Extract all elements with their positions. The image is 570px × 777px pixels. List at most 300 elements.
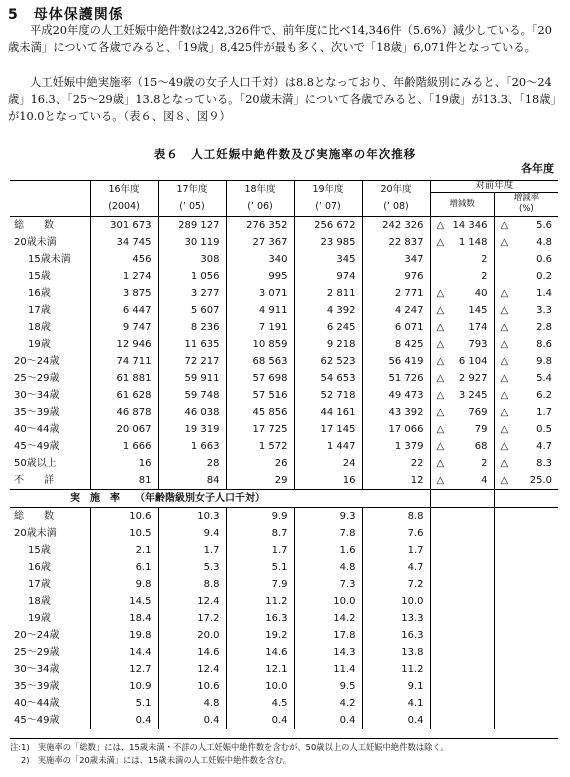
count-cell: 9 747: [90, 319, 158, 336]
decrease-mark: △: [500, 305, 509, 316]
table-row: [10, 472, 558, 490]
empty-cell: [430, 593, 494, 610]
header-year-sub: (2004): [108, 201, 140, 212]
rate-cell: 17.2: [158, 610, 226, 627]
diff-rate-wrap: [501, 336, 559, 353]
count-cell: 276 352: [226, 217, 294, 235]
decrease-mark: △: [500, 441, 509, 452]
count-cell: 17 145: [294, 421, 362, 438]
count-cell: 17 725: [226, 421, 294, 438]
count-cell: 289 127: [158, 217, 226, 235]
decrease-mark: △: [436, 390, 445, 401]
paragraph-2-text: 人工妊娠中絶実施率（15～49歳の女子人口千対）は8.8となっており、年齢階級別にみると、「20～24歳」16.3、「25～29歳」13.8となっている。「20歳未満」について各歳でみると、「19歳」が13.3、「18歳」が10.0となっている。（表６、図８、図９）: [8, 76, 557, 123]
diff-rate-wrap: [501, 319, 559, 336]
diff-count-value: 4: [481, 475, 488, 486]
diff-count-value: 1 148: [458, 237, 488, 248]
count-cell: 22 837: [362, 234, 430, 251]
row-label: 18歳: [28, 596, 51, 607]
diff-count-value: 793: [468, 339, 488, 350]
diff-rate-cell: [494, 285, 558, 302]
rate-cell: 8.7: [226, 525, 294, 542]
rate-cell: 4.8: [158, 695, 226, 712]
count-cell: 68 563: [226, 353, 294, 370]
count-cell: 345: [294, 251, 362, 268]
count-cell: 28: [158, 455, 226, 472]
diff-count-cell: [430, 302, 494, 319]
decrease-mark: △: [436, 237, 445, 248]
diff-rate-wrap: [501, 472, 559, 489]
diff-count-cell: [430, 285, 494, 302]
diff-rate-wrap: [501, 438, 559, 455]
table-row: [10, 234, 558, 251]
decrease-mark: △: [500, 407, 509, 418]
row-label: 16歳: [28, 288, 51, 299]
rate-cell: 0.4: [90, 712, 158, 729]
section-title-text: 母体保護関係: [33, 7, 124, 23]
decrease-mark: △: [436, 475, 445, 486]
empty-cell: [494, 712, 558, 729]
table-row: [10, 678, 558, 695]
rate-cell: 10.0: [226, 678, 294, 695]
count-cell: 57 698: [226, 370, 294, 387]
rate-cell: 10.3: [158, 508, 226, 526]
count-cell: 3 071: [226, 285, 294, 302]
decrease-mark: △: [436, 288, 445, 299]
diff-count-wrap: [437, 455, 494, 472]
diff-count-cell: [430, 455, 494, 472]
diff-count-value: 79: [474, 424, 488, 435]
row-label: 50歳以上: [14, 458, 57, 469]
header-year-sub: (’ 08): [383, 201, 409, 212]
count-cell: 10 859: [226, 336, 294, 353]
count-cell: 1 663: [158, 438, 226, 455]
diff-count-value: 2: [481, 254, 488, 265]
count-cell: 19 319: [158, 421, 226, 438]
count-cell: 54 653: [294, 370, 362, 387]
diff-rate-wrap: [501, 387, 559, 404]
table-row: [10, 217, 558, 235]
rate-cell: 12.7: [90, 661, 158, 678]
table-row: [10, 508, 558, 526]
diff-count-cell: [430, 319, 494, 336]
count-cell: 995: [226, 268, 294, 285]
count-cell: 20 067: [90, 421, 158, 438]
count-cell: 6 447: [90, 302, 158, 319]
count-cell: 56 419: [362, 353, 430, 370]
count-cell: 9 218: [294, 336, 362, 353]
diff-count-value: 3 245: [458, 390, 488, 401]
decrease-mark: △: [436, 441, 445, 452]
rate-cell: 10.6: [90, 508, 158, 526]
count-cell: 308: [158, 251, 226, 268]
empty-cell: [494, 644, 558, 661]
diff-count-wrap: [437, 285, 494, 302]
paragraph-2: [8, 74, 560, 125]
rate-cell: 10.0: [362, 593, 430, 610]
table-row: [10, 438, 558, 455]
count-cell: 34 745: [90, 234, 158, 251]
diff-rate-value: 1.7: [536, 407, 552, 418]
diff-rate-wrap: [501, 455, 559, 472]
diff-count-wrap: [437, 472, 494, 489]
table-row: [10, 559, 558, 576]
count-cell: 84: [158, 472, 226, 490]
decrease-mark: △: [500, 237, 509, 248]
rate-cell: 4.1: [362, 695, 430, 712]
rate-cell: 5.3: [158, 559, 226, 576]
rate-cell: 9.1: [362, 678, 430, 695]
rate-cell: 16.3: [362, 627, 430, 644]
count-cell: 2 771: [362, 285, 430, 302]
diff-count-wrap: [437, 217, 494, 234]
rate-cell: 1.7: [362, 542, 430, 559]
diff-count-value: 2: [481, 271, 488, 282]
header-year-label: 19年度: [312, 184, 344, 195]
header-diff-count: 増減数: [449, 199, 475, 209]
rate-cell: 7.2: [362, 576, 430, 593]
count-cell: 11 635: [158, 336, 226, 353]
count-cell: 17 066: [362, 421, 430, 438]
header-year-label: 18年度: [244, 184, 276, 195]
diff-rate-cell: [494, 455, 558, 472]
decrease-mark: △: [436, 373, 445, 384]
decrease-mark: △: [500, 458, 509, 469]
rate-cell: 4.5: [226, 695, 294, 712]
rate-cell: 0.4: [158, 712, 226, 729]
table-row: [10, 525, 558, 542]
rate-cell: 9.8: [90, 576, 158, 593]
rate-cell: 11.4: [294, 661, 362, 678]
count-cell: 1 447: [294, 438, 362, 455]
rate-cell: 4.8: [294, 559, 362, 576]
diff-count-value: 68: [474, 441, 488, 452]
count-cell: 51 726: [362, 370, 430, 387]
table-row: [10, 370, 558, 387]
diff-rate-cell: [494, 404, 558, 421]
rate-cell: 8.8: [158, 576, 226, 593]
count-cell: 26: [226, 455, 294, 472]
diff-rate-cell: [494, 421, 558, 438]
count-cell: 1 572: [226, 438, 294, 455]
rate-cell: 12.1: [226, 661, 294, 678]
count-cell: 23 985: [294, 234, 362, 251]
table-row: [10, 593, 558, 610]
table-row: [10, 268, 558, 285]
rate-cell: 16.3: [226, 610, 294, 627]
count-cell: 61 628: [90, 387, 158, 404]
diff-count-cell: [430, 370, 494, 387]
diff-count-cell: [430, 438, 494, 455]
decrease-mark: △: [500, 322, 509, 333]
count-cell: 974: [294, 268, 362, 285]
count-cell: 59 748: [158, 387, 226, 404]
diff-count-value: 769: [468, 407, 488, 418]
empty-cell: [430, 559, 494, 576]
paragraph-1: [8, 22, 560, 56]
diff-count-wrap: [437, 336, 494, 353]
decrease-mark: △: [436, 220, 445, 231]
diff-rate-value: 9.8: [536, 356, 552, 367]
empty-cell: [494, 678, 558, 695]
rate-cell: 10.5: [90, 525, 158, 542]
rate-cell: 14.5: [90, 593, 158, 610]
table-row: [10, 285, 558, 302]
table-title: 表６ 人工妊娠中絶件数及び実施率の年次推移: [153, 147, 417, 161]
diff-rate-wrap: [501, 268, 559, 285]
diff-rate-value: 25.0: [529, 475, 552, 486]
decrease-mark: △: [500, 288, 509, 299]
row-label: 総 数: [14, 220, 54, 231]
count-cell: 4 392: [294, 302, 362, 319]
paragraph-1-text: 平成20年度の人工妊娠中絶件数は242,326件で、前年度に比べ14,346件（5.6%）減少している。「20歳未満」について各歳でみると、「19歳」8,425件が最も多く、次いで「18歳」6,071件となっている。: [8, 24, 552, 54]
row-label: 不 詳: [14, 475, 54, 486]
table-unit: 各年度: [521, 162, 554, 175]
rate-cell: 4.2: [294, 695, 362, 712]
count-cell: 256 672: [294, 217, 362, 235]
row-label: 18歳: [28, 322, 51, 333]
diff-rate-wrap: [501, 421, 559, 438]
rate-cell: 19.2: [226, 627, 294, 644]
count-cell: 61 881: [90, 370, 158, 387]
row-label: 20歳未満: [14, 528, 57, 539]
diff-rate-cell: [494, 336, 558, 353]
diff-count-wrap: [437, 251, 494, 268]
diff-count-cell: [430, 268, 494, 285]
diff-count-value: 145: [468, 305, 488, 316]
count-cell: 81: [90, 472, 158, 490]
table-row: [10, 712, 558, 729]
decrease-mark: △: [436, 407, 445, 418]
table-row: [10, 404, 558, 421]
rate-cell: 14.3: [294, 644, 362, 661]
diff-count-value: 6 104: [458, 356, 488, 367]
row-label: 40～44歳: [14, 424, 60, 435]
header-diff-rate: [494, 193, 558, 216]
decrease-mark: △: [500, 339, 509, 350]
diff-rate-cell: [494, 472, 558, 490]
empty-cell: [430, 661, 494, 678]
header-year: [362, 180, 430, 217]
row-label: 17歳: [28, 305, 51, 316]
diff-count-cell: [430, 472, 494, 490]
count-cell: 4 911: [226, 302, 294, 319]
table-row: [10, 319, 558, 336]
diff-count-wrap: [437, 234, 494, 251]
empty-cell: [494, 593, 558, 610]
diff-count-wrap: [437, 319, 494, 336]
diff-rate-cell: [494, 302, 558, 319]
table-header-row: [10, 180, 558, 217]
diff-rate-cell: [494, 234, 558, 251]
count-cell: 57 516: [226, 387, 294, 404]
empty-cell: [430, 525, 494, 542]
diff-count-cell: [430, 387, 494, 404]
diff-count-cell: [430, 353, 494, 370]
rate-cell: 0.4: [294, 712, 362, 729]
count-cell: 43 392: [362, 404, 430, 421]
rate-cell: 13.3: [362, 610, 430, 627]
section-number: 5: [8, 7, 19, 23]
rate-cell: 7.9: [226, 576, 294, 593]
row-label: 15歳: [28, 271, 51, 282]
decrease-mark: △: [500, 220, 509, 231]
count-cell: 976: [362, 268, 430, 285]
count-cell: 7 191: [226, 319, 294, 336]
table-row: [10, 251, 558, 268]
count-cell: 46 038: [158, 404, 226, 421]
empty-cell: [494, 661, 558, 678]
diff-count-value: 174: [468, 322, 488, 333]
table-row: [10, 455, 558, 472]
diff-rate-value: 2.8: [536, 322, 552, 333]
count-cell: 1 274: [90, 268, 158, 285]
count-cell: 30 119: [158, 234, 226, 251]
diff-count-value: 40: [474, 288, 488, 299]
count-cell: 29: [226, 472, 294, 490]
count-cell: 242 326: [362, 217, 430, 235]
header-year-label: 20年度: [380, 184, 412, 195]
diff-rate-value: 4.7: [536, 441, 552, 452]
diff-count-cell: [430, 336, 494, 353]
diff-rate-value: 8.6: [536, 339, 552, 350]
count-cell: 4 247: [362, 302, 430, 319]
rate-header-row: [10, 490, 558, 508]
rate-cell: 12.4: [158, 661, 226, 678]
rate-cell: 0.4: [362, 712, 430, 729]
table-row: [10, 387, 558, 404]
header-year: [226, 180, 294, 217]
decrease-mark: △: [436, 322, 445, 333]
row-label: 35～39歳: [14, 681, 60, 692]
header-year-label: 16年度: [108, 184, 140, 195]
empty-cell: [494, 559, 558, 576]
count-cell: 12: [362, 472, 430, 490]
count-cell: 6 245: [294, 319, 362, 336]
decrease-mark: △: [436, 458, 445, 469]
empty-cell: [494, 525, 558, 542]
header-blank: [10, 180, 90, 217]
diff-rate-wrap: [501, 234, 559, 251]
row-label: 19歳: [28, 613, 51, 624]
count-cell: 301 673: [90, 217, 158, 235]
empty-cell: [494, 610, 558, 627]
row-label: 40～44歳: [14, 698, 60, 709]
diff-count-cell: [430, 251, 494, 268]
empty-cell: [494, 695, 558, 712]
rate-cell: 11.2: [226, 593, 294, 610]
row-label: 35～39歳: [14, 407, 60, 418]
rate-cell: 20.0: [158, 627, 226, 644]
rate-cell: 18.4: [90, 610, 158, 627]
row-label: 総 数: [14, 511, 54, 522]
empty-cell: [494, 627, 558, 644]
count-cell: 62 523: [294, 353, 362, 370]
row-label: 15歳未満: [28, 254, 71, 265]
row-label: 15歳: [28, 545, 51, 556]
diff-rate-wrap: [501, 404, 559, 421]
header-diff-label: 対前年度: [431, 180, 559, 193]
count-cell: 12 946: [90, 336, 158, 353]
count-cell: 3 277: [158, 285, 226, 302]
diff-rate-value: 5.6: [536, 220, 552, 231]
empty-cell: [430, 644, 494, 661]
count-cell: 1 379: [362, 438, 430, 455]
diff-rate-cell: [494, 370, 558, 387]
row-label: 25～29歳: [14, 647, 60, 658]
empty-cell: [430, 712, 494, 729]
row-label: 45～49歳: [14, 441, 60, 452]
empty-cell: [494, 508, 558, 526]
row-label: 19歳: [28, 339, 51, 350]
rate-header: 実 施 率 （年齢階級別女子人口千対）: [10, 490, 430, 508]
count-cell: 22: [362, 455, 430, 472]
rate-header-blank: [430, 490, 494, 508]
rate-cell: 7.6: [362, 525, 430, 542]
header-diff-rate-unit: (%): [519, 204, 534, 214]
abortion-table: [10, 180, 558, 729]
header-diff-rate-label: 増減率: [513, 193, 540, 203]
rate-cell: 5.1: [226, 559, 294, 576]
diff-rate-value: 3.3: [536, 305, 552, 316]
rate-cell: 19.8: [90, 627, 158, 644]
rate-cell: 1.7: [158, 542, 226, 559]
count-cell: 74 711: [90, 353, 158, 370]
rate-cell: 6.1: [90, 559, 158, 576]
table-row: [10, 610, 558, 627]
count-cell: 16: [294, 472, 362, 490]
row-label: 20～24歳: [14, 356, 60, 367]
header-year-sub: (’ 07): [315, 201, 341, 212]
diff-count-wrap: [437, 353, 494, 370]
diff-rate-cell: [494, 438, 558, 455]
diff-count-cell: [430, 217, 494, 235]
diff-count-wrap: [437, 302, 494, 319]
diff-rate-cell: [494, 268, 558, 285]
table-row: [10, 353, 558, 370]
table-row: [10, 627, 558, 644]
diff-rate-wrap: [501, 217, 559, 234]
rate-cell: 9.9: [226, 508, 294, 526]
count-cell: 2 811: [294, 285, 362, 302]
header-diff: [430, 180, 558, 217]
diff-rate-value: 0.2: [536, 271, 552, 282]
row-label: 16歳: [28, 562, 51, 573]
rate-header-blank: [494, 490, 558, 508]
table-row: [10, 576, 558, 593]
row-label: 20歳未満: [14, 237, 57, 248]
header-year-sub: (’ 06): [247, 201, 273, 212]
count-cell: 52 718: [294, 387, 362, 404]
diff-rate-wrap: [501, 285, 559, 302]
row-label: 30～34歳: [14, 390, 60, 401]
count-cell: 24: [294, 455, 362, 472]
diff-rate-value: 8.3: [536, 458, 552, 469]
row-label: 25～29歳: [14, 373, 60, 384]
count-cell: 8 425: [362, 336, 430, 353]
diff-count-cell: [430, 234, 494, 251]
diff-rate-value: 0.5: [536, 424, 552, 435]
diff-count-cell: [430, 404, 494, 421]
decrease-mark: △: [500, 390, 509, 401]
diff-rate-cell: [494, 217, 558, 235]
count-cell: 5 607: [158, 302, 226, 319]
decrease-mark: △: [500, 475, 509, 486]
rate-cell: 17.8: [294, 627, 362, 644]
rate-cell: 14.2: [294, 610, 362, 627]
note-1: 注:1) 実施率の「総数」には、15歳未満・不詳の人工妊娠中絶件数を含むが、50歳以上の人工妊娠中絶件数は除く。: [10, 742, 449, 752]
diff-rate-cell: [494, 251, 558, 268]
diff-rate-wrap: [501, 251, 559, 268]
